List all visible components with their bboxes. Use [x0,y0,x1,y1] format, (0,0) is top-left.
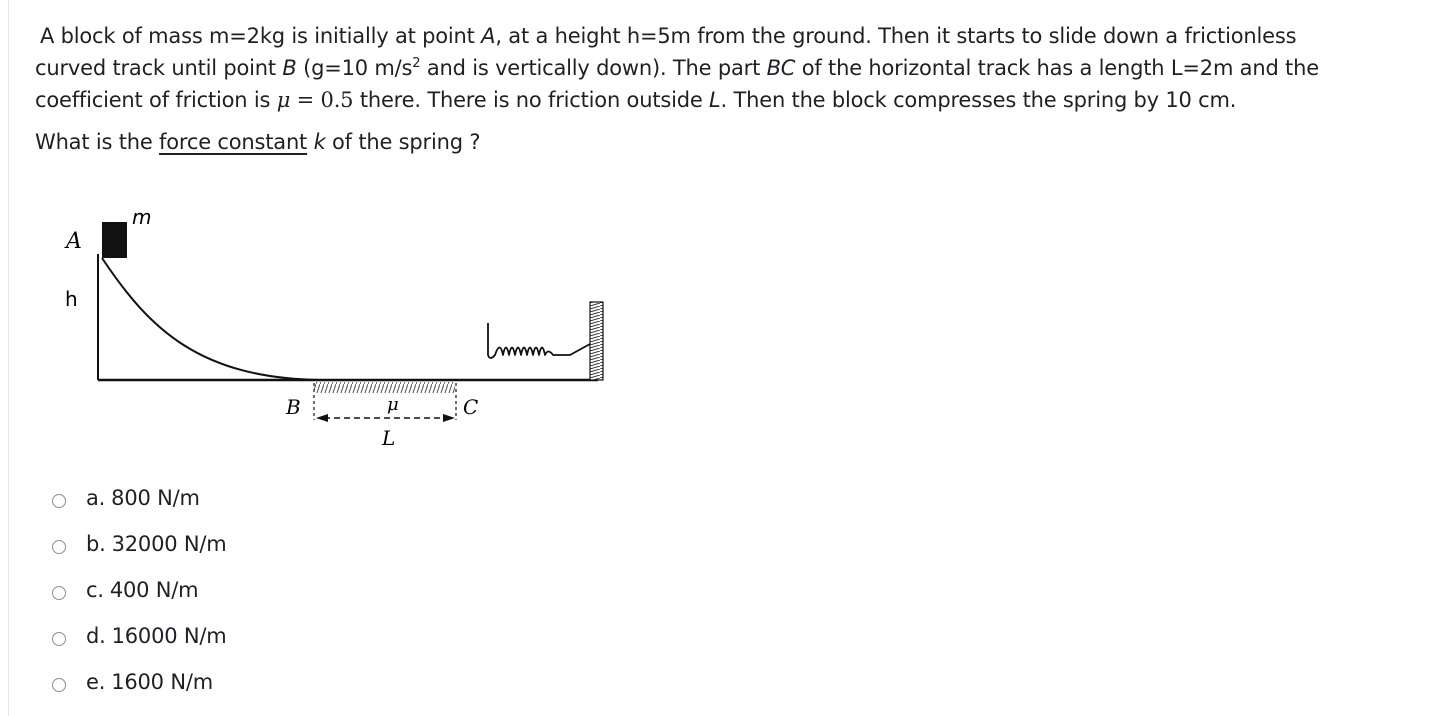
superscript: 2 [412,56,421,71]
k-symbol: k [307,130,326,154]
length-l-label: L [709,88,721,112]
question-text [35,20,1430,158]
arrow-left-head [316,414,328,422]
option-text: 800 N/m [111,486,200,510]
wall [590,302,603,380]
option-b[interactable] [52,521,227,567]
option-text: 400 N/m [109,578,199,602]
label-c: C [463,395,479,419]
text-segment: . Then the block compresses the spring by 10 cm. [720,88,1237,112]
arrow-right-head [443,414,455,422]
text-segment: A block of mass m=2kg is initially at point [40,24,482,48]
option-letter: c. [86,578,104,602]
point-b-label: B [282,56,297,80]
mu-value: = 0.5 [290,88,354,112]
label-m: m [132,205,152,229]
radio-button[interactable] [52,586,66,600]
text-segment: coefficient of friction is [35,88,277,112]
radio-button[interactable] [52,678,66,692]
label-h: h [65,287,78,311]
text-segment: and is vertically down). The part [420,56,767,80]
option-d[interactable] [52,613,227,659]
text-segment: What is the [35,130,160,154]
radio-button[interactable] [52,632,66,646]
physics-diagram [0,180,640,460]
option-letter: a. [86,486,106,510]
block-mass [102,222,127,258]
text-segment: (g=10 m/s [296,56,413,80]
label-mu: μ [387,394,399,415]
radio-button[interactable] [52,540,66,554]
text-segment: there. There is no friction outside [353,88,710,112]
text-segment: of the spring ? [325,130,481,154]
radio-button[interactable] [52,494,66,508]
option-c[interactable] [52,567,227,613]
option-a[interactable] [52,475,227,521]
spring [488,323,590,358]
text-segment: , at a height h=5m from the ground. Then it starts to slide down a frictionless [495,24,1297,48]
question-line-1 [35,20,1430,52]
friction-region [314,382,455,393]
option-text: 16000 N/m [111,624,227,648]
curved-track [102,258,320,380]
question-line-2 [35,52,1430,84]
segment-bc-label: BC [766,56,796,80]
label-b: B [286,395,301,419]
option-text: 32000 N/m [111,532,227,556]
option-letter: d. [86,624,106,648]
text-segment: of the horizontal track has a length L=2m and the [795,56,1319,80]
option-letter: b. [86,532,106,556]
text-segment: curved track until point [35,56,283,80]
option-e[interactable] [52,659,227,705]
label-l: L [382,426,396,450]
question-prompt [35,126,1430,158]
option-letter: e. [86,670,106,694]
point-a-label: A [481,24,496,48]
label-a: A [66,229,82,254]
mu-symbol: μ [276,88,291,112]
answer-options [52,475,227,705]
question-line-3 [35,84,1430,116]
option-text: 1600 N/m [111,670,213,694]
force-constant-link[interactable]: force constant [159,130,308,154]
